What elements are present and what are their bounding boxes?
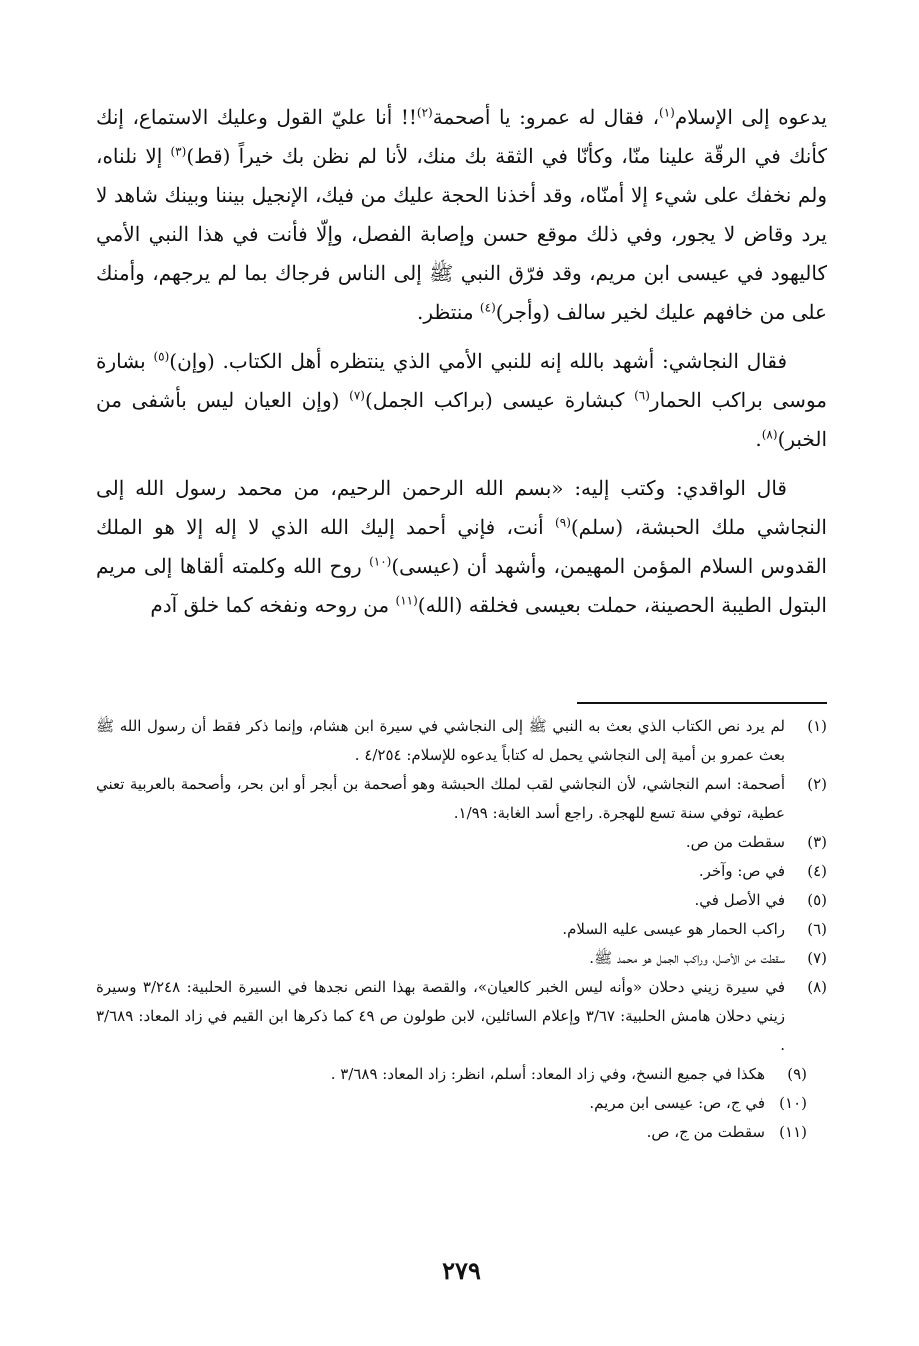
footnote-text: في الأصل في.: [694, 891, 785, 909]
footnote-ref: (٢): [416, 105, 433, 120]
footnote-ref: (١): [659, 105, 675, 120]
footnote-text: في ج، ص: عيسى ابن مريم.: [589, 1094, 765, 1112]
footnote-item: [96, 1060, 807, 1089]
footnote-ref: (٨): [761, 427, 778, 442]
footnote-text: راكب الحمار هو عيسى عليه السلام.: [562, 920, 785, 938]
footnote-item: [96, 857, 827, 886]
text-segment: إلا نلناه، ولم نخفك على شيء إلا أمنّاه، وقد أخذنا الحجة عليك من فيك، الإنجيل بيننا وبينك شاهد لا يرد وقاض لا يجور، وفي ذلك موقع حسن وإصابة الفصل، وإلّا فأنت في هذا النبي الأمي كاليهود في عيسى ابن مريم، وقد فرّق النبي ﷺ إلى الناس فرجاك بما لم يرجهم، وأمنك على من خافهم عليك لخير سالف (وأجر): [96, 144, 827, 324]
footnote-ref: (١١): [395, 593, 418, 608]
footnote-ref: (٩): [555, 515, 571, 530]
footnote-number: (٧): [807, 949, 827, 967]
footnote-text: هكذا في جميع النسخ، وفي زاد المعاد: أسلم، انظر: زاد المعاد: ٣/٦٨٩ .: [330, 1065, 765, 1083]
footnote-text: سقطت من ص.: [685, 833, 785, 851]
footnote-ref: (٧): [349, 388, 365, 403]
text-segment: ، فقال له عمرو: يا أصحمة: [432, 105, 660, 129]
paragraph-3: [96, 469, 827, 625]
footnotes-list: [96, 712, 827, 1147]
text-segment: بشارة موسى براكب الحمار: [96, 349, 827, 412]
footnote-text: أصحمة: اسم النجاشي، لأن النجاشي لقب لملك الحبشة وهو أصحمة بن أبجر أو ابن بحر، وأصحمة بالعربية تعني عطية، توفي سنة تسع للهجرة. راجع أسد الغابة: ١/٩٩.: [96, 775, 785, 822]
footnote-number: (١٠): [779, 1094, 807, 1112]
text-segment: روح الله وكلمته ألقاها إلى مريم البتول الطيبة الحصينة، حملت بعيسى فخلقه (الله): [96, 554, 827, 617]
footnote-text: في ص: وآخر.: [698, 862, 785, 880]
text-segment: كبشارة عيسى (براكب الجمل): [364, 388, 635, 412]
text-segment: أنت، فإني أحمد إليك الله الذي لا إله إلا هو الملك القدوس السلام المؤمن المهيمن، وأشهد أن (عيسى): [96, 515, 827, 578]
footnote-item: [96, 770, 827, 828]
footnote-number: (٣): [807, 833, 827, 851]
footnote-item: [96, 1089, 807, 1118]
page-number: ٢٧٩: [442, 1256, 481, 1285]
paragraph-2: [96, 342, 827, 459]
footnote-text: في سيرة زيني دحلان «وأنه ليس الخبر كالعيان»، والقصة بهذا النص نجدها في السيرة الحلبية: ٣/٢٤٨ وسيرة زيني دحلان هامش الحلبية: ٣/٦٧ وإعلام السائلين، لابن طولون ص ٤٩ كما ذكرها ابن القيم في زاد المعاد: ٣/٦٨٩ .: [96, 978, 785, 1054]
footnote-number: (١١): [779, 1123, 807, 1141]
footnote-item: [96, 712, 827, 770]
footnote-text: سقطت من ج، ص.: [646, 1123, 765, 1141]
footnote-item: [96, 1118, 807, 1147]
footnote-ref: (٣): [170, 144, 187, 159]
text-segment: منتظر.: [416, 300, 480, 324]
paragraph-1: [96, 98, 827, 332]
footnote-text: سقطت من الأصل، وراكب الجمل هو محمد ﷺ.: [589, 949, 785, 967]
text-segment: من روحه ونفخه كما خلق آدم: [150, 593, 396, 617]
footnote-ref: (٦): [634, 388, 650, 403]
text-segment: (وإن العيان ليس بأشفى من الخبر): [96, 388, 827, 451]
text-segment: قال الواقدي: وكتب إليه: «بسم الله الرحمن الرحيم، من محمد رسول الله إلى النجاشي ملك الحبشة، (سلم): [96, 476, 827, 539]
main-text: [96, 98, 827, 625]
footnote-number: (١): [807, 717, 827, 735]
footnote-item: [96, 828, 827, 857]
text-segment: يدعوه إلى الإسلام: [674, 105, 827, 129]
text-segment: فقال النجاشي: أشهد بالله إنه للنبي الأمي الذي ينتظره أهل الكتاب. (وإن): [169, 349, 787, 373]
footnote-number: (٥): [807, 891, 827, 909]
footnote-ref: (٥): [153, 349, 170, 364]
footnote-item: [96, 944, 827, 973]
footnote-number: (٨): [807, 978, 827, 996]
book-page: [96, 98, 827, 1306]
footnote-number: (٤): [807, 862, 827, 880]
footnote-number: (٦): [807, 920, 827, 938]
footnote-number: (٩): [787, 1065, 807, 1083]
footnote-number: (٢): [807, 775, 827, 793]
footnote-item: [96, 886, 827, 915]
footnote-ref: (٤): [479, 300, 496, 315]
footnote-text: لم يرد نص الكتاب الذي بعث به النبي ﷺ إلى النجاشي في سيرة ابن هشام، وإنما ذكر فقط أن رسول الله ﷺ بعث عمرو بن أمية إلى النجاشي يحمل له كتاباً يدعوه للإسلام: ٤/٢٥٤ .: [96, 717, 785, 764]
text-segment: .: [755, 427, 762, 451]
footnote-item: [96, 915, 827, 944]
footnote-ref: (١٠): [369, 554, 392, 569]
footnote-divider: [577, 702, 827, 704]
footnote-item: [96, 973, 827, 1060]
text-segment: !! أنا عليّ القول وعليك الاستماع، إنك كأنك في الرقّة علينا منّا، وكأنّا في الثقة بك منك، لأنا لم نظن بك خيراً (قط): [96, 105, 827, 168]
